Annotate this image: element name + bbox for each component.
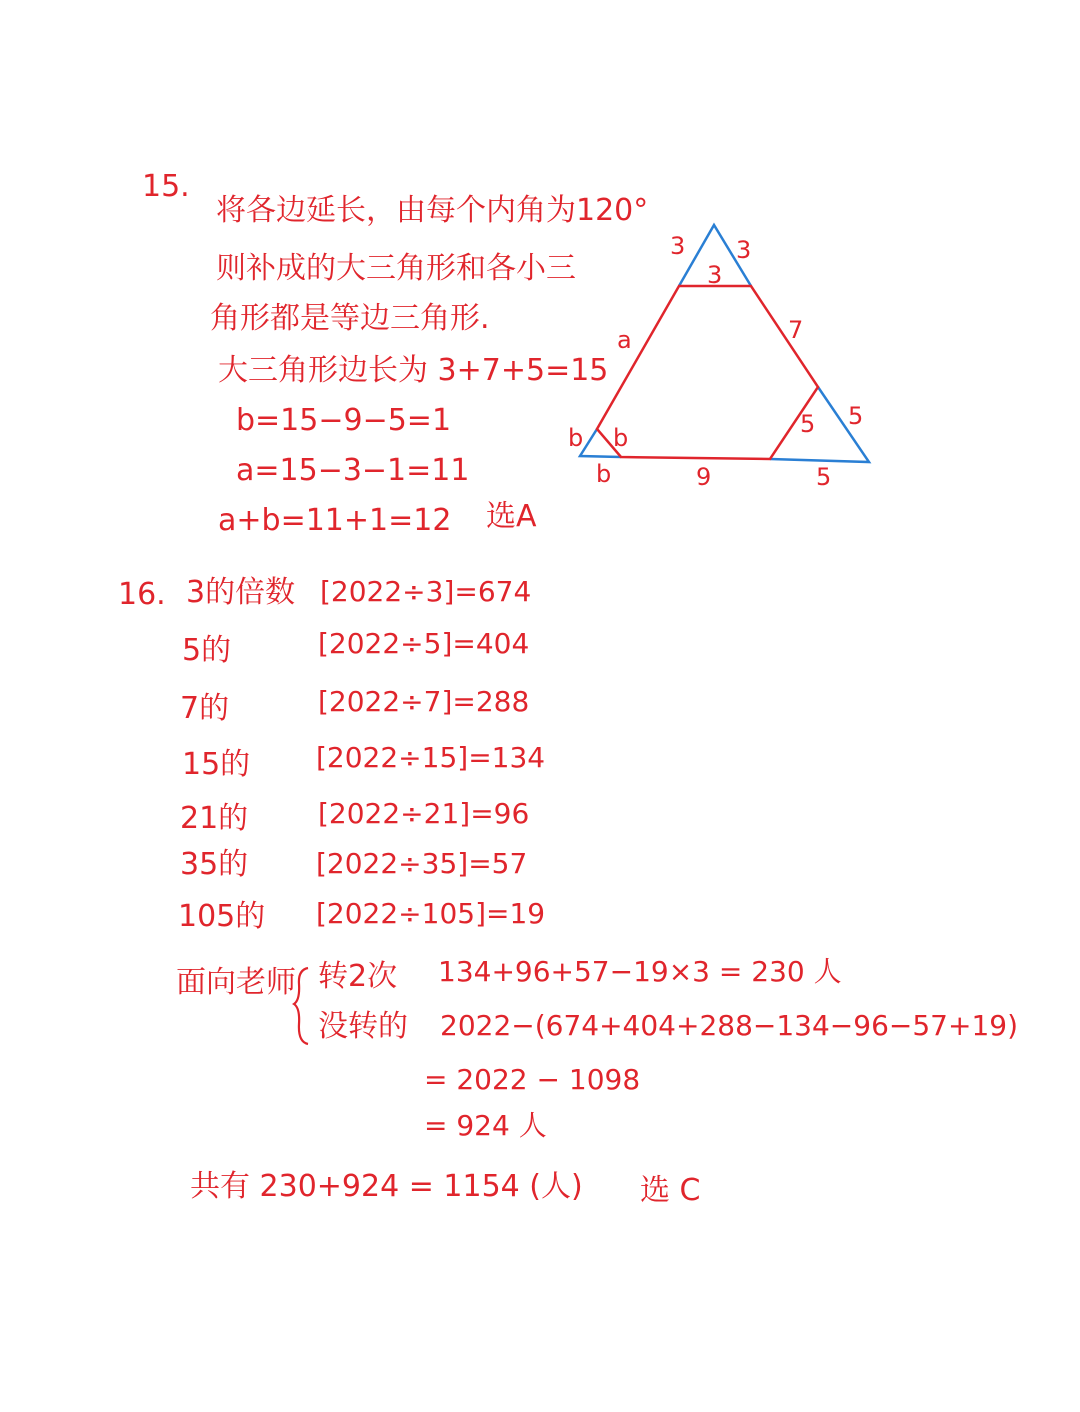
triangle-figure <box>0 0 1080 560</box>
p16-row-label-2: 5的 <box>182 633 232 668</box>
no-turn-label: 没转的 <box>318 1009 408 1044</box>
turn-twice-label: 转2次 <box>318 959 398 994</box>
label-bottom-left: b <box>596 460 612 488</box>
p15-answer: 选A <box>486 499 537 534</box>
p16-row-expr-2: [2022÷5]=404 <box>318 627 530 660</box>
label-top-inner: 3 <box>707 261 723 289</box>
p16-row-label-5: 21的 <box>180 801 249 836</box>
face-teacher-label: 面向老师 <box>176 965 296 1000</box>
label-top-left: 3 <box>670 232 686 260</box>
p16-row-expr-6: [2022÷35]=57 <box>316 847 528 880</box>
p16-row-label-4: 15的 <box>182 747 251 782</box>
p16-row-label-7: 105的 <box>178 899 266 934</box>
label-bottom-right: 5 <box>816 463 832 491</box>
curly-brace <box>292 966 312 1046</box>
p16-row-expr-1: [2022÷3]=674 <box>320 575 532 608</box>
label-top-right: 3 <box>736 236 752 264</box>
problem-16-number: 16. <box>118 577 166 612</box>
p16-row-expr-3: [2022÷7]=288 <box>318 685 530 718</box>
hexagon <box>597 286 818 459</box>
p15-line-7: a+b=11+1=12 <box>218 503 452 538</box>
p16-row-expr-7: [2022÷105]=19 <box>316 897 546 930</box>
no-turn-expr: 2022−(674+404+288−134−96−57+19) <box>440 1009 1018 1042</box>
label-left-upper: a <box>617 326 632 354</box>
p16-answer: 选 C <box>640 1173 701 1208</box>
p16-row-expr-5: [2022÷21]=96 <box>318 797 530 830</box>
p16-row-label-6: 35的 <box>180 847 249 882</box>
p16-row-label-1: 3的倍数 <box>186 575 296 610</box>
label-right-outer: 5 <box>848 402 864 430</box>
problem-15-number: 15. <box>142 169 190 204</box>
label-right-upper: 7 <box>788 316 804 344</box>
p15-line-1: 将各边延长，由每个内角为120° <box>216 193 649 228</box>
p15-line-2: 则补成的大三角形和各小三 <box>216 251 576 286</box>
label-right-inner: 5 <box>800 410 816 438</box>
p15-line-3: 角形都是等边三角形. <box>210 301 490 336</box>
label-left-inner: b <box>613 424 629 452</box>
p15-line-5: b=15−9−5=1 <box>236 403 452 438</box>
label-bottom-mid: 9 <box>696 463 712 491</box>
p15-line-4: 大三角形边长为 3+7+5=15 <box>218 353 609 388</box>
p15-line-6: a=15−3−1=11 <box>236 453 470 488</box>
label-left-outer: b <box>568 424 584 452</box>
step-2: = 924 人 <box>424 1109 547 1142</box>
step-1: = 2022 − 1098 <box>424 1063 641 1096</box>
p16-row-expr-4: [2022÷15]=134 <box>316 741 546 774</box>
p16-row-label-3: 7的 <box>180 691 230 726</box>
total-line: 共有 230+924 = 1154 (人) <box>190 1169 583 1204</box>
turn-twice-expr: 134+96+57−19×3 = 230 人 <box>438 955 842 988</box>
